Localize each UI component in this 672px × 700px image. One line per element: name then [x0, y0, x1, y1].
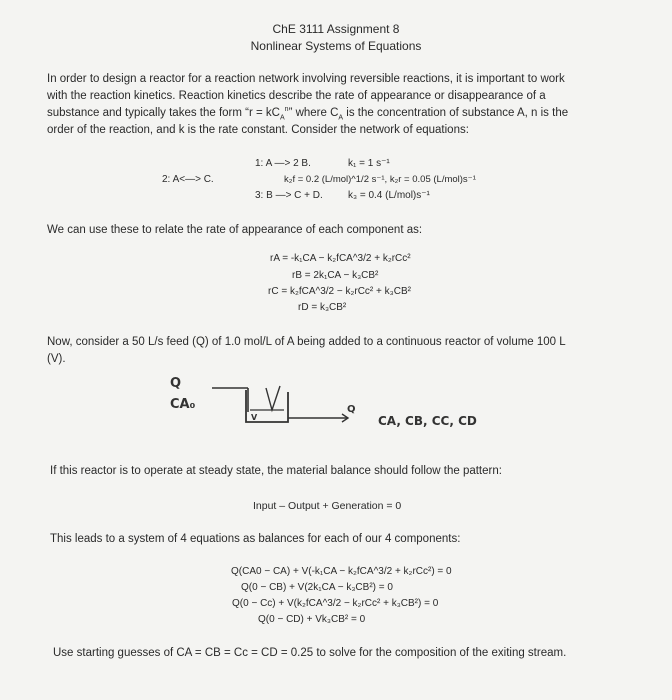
rate-constant-3: k₃ = 0.4 (L/mol)s⁻¹: [348, 190, 430, 201]
feed-line-1: Now, consider a 50 L/s feed (Q) of 1.0 mol/L of A being added to a continuous reactor of volume 100 L: [47, 336, 566, 348]
rate-b: rB = 2k₁CA − k₃CB²: [292, 270, 379, 281]
intro-line-2: with the reaction kinetics. Reaction kinetics describe the rate of appearance or disappearance of a: [47, 90, 546, 102]
balance-c: Q(0 − Cc) + V(k₂fCA^3/2 − k₂rCc² + k₃CB²) = 0: [232, 598, 439, 609]
intro-paragraph: [47, 71, 637, 139]
page-title: ChE 3111 Assignment 8: [272, 22, 400, 36]
feed-line-2: (V).: [47, 353, 66, 365]
rate-constant-1: k₁ = 1 s⁻¹: [348, 158, 390, 169]
steady-state-text: If this reactor is to operate at steady state, the material balance should follow the pattern:: [50, 465, 502, 477]
intro-line-4: order of the reaction, and k is the rate constant. Consider the network of equations:: [47, 124, 469, 136]
rates-intro: We can use these to relate the rate of appearance of each component as:: [47, 224, 423, 236]
rate-c: rC = k₂fCA^3/2 − k₂rCc² + k₃CB²: [268, 286, 411, 297]
balance-d: Q(0 − CD) + Vk₃CB² = 0: [258, 614, 366, 625]
balance-pattern: Input – Output + Generation = 0: [253, 500, 402, 512]
sketch-q-out: Q: [347, 404, 356, 415]
sketch-tank-label: V: [251, 413, 258, 422]
reaction-3: 3: B —> C + D.: [255, 190, 323, 201]
reaction-2: 2: A<—> C.: [162, 174, 214, 185]
reactor-sketch: [210, 380, 360, 430]
intro-line-1: In order to design a reactor for a reaction network involving reversible reactions, it is important to work: [47, 73, 565, 85]
starting-guess-text: Use starting guesses of CA = CB = Cc = CD = 0.25 to solve for the composition of the exiting stream.: [53, 647, 567, 659]
intro-line-3: substance and typically takes the form “$r = kC_A^n$” where $C_A$ is the concentration of substance A, n is the: [47, 106, 569, 122]
sketch-ca-in: CA₀: [170, 397, 196, 412]
rate-constant-2: k₂f = 0.2 (L/mol)^1/2 s⁻¹, k₂r = 0.05 (L/mol)s⁻¹: [284, 174, 476, 185]
sketch-c-out: CA, CB, CC, CD: [378, 414, 477, 428]
leads-text: This leads to a system of 4 equations as balances for each of our 4 components:: [50, 533, 461, 545]
rate-d: rD = k₃CB²: [298, 302, 347, 313]
reaction-1: 1: A —> 2 B.: [255, 158, 311, 169]
page-subtitle: Nonlinear Systems of Equations: [250, 39, 422, 53]
sketch-q-in: Q: [170, 376, 182, 391]
rate-a: rA = -k₁CA − k₂fCA^3/2 + k₂rCc²: [270, 253, 411, 264]
feed-paragraph: [47, 334, 647, 368]
balance-b: Q(0 − CB) + V(2k₁CA − k₃CB²) = 0: [241, 582, 393, 593]
balance-a: Q(CA0 − CA) + V(-k₁CA − k₂fCA^3/2 + k₂rCc²) = 0: [231, 566, 452, 577]
